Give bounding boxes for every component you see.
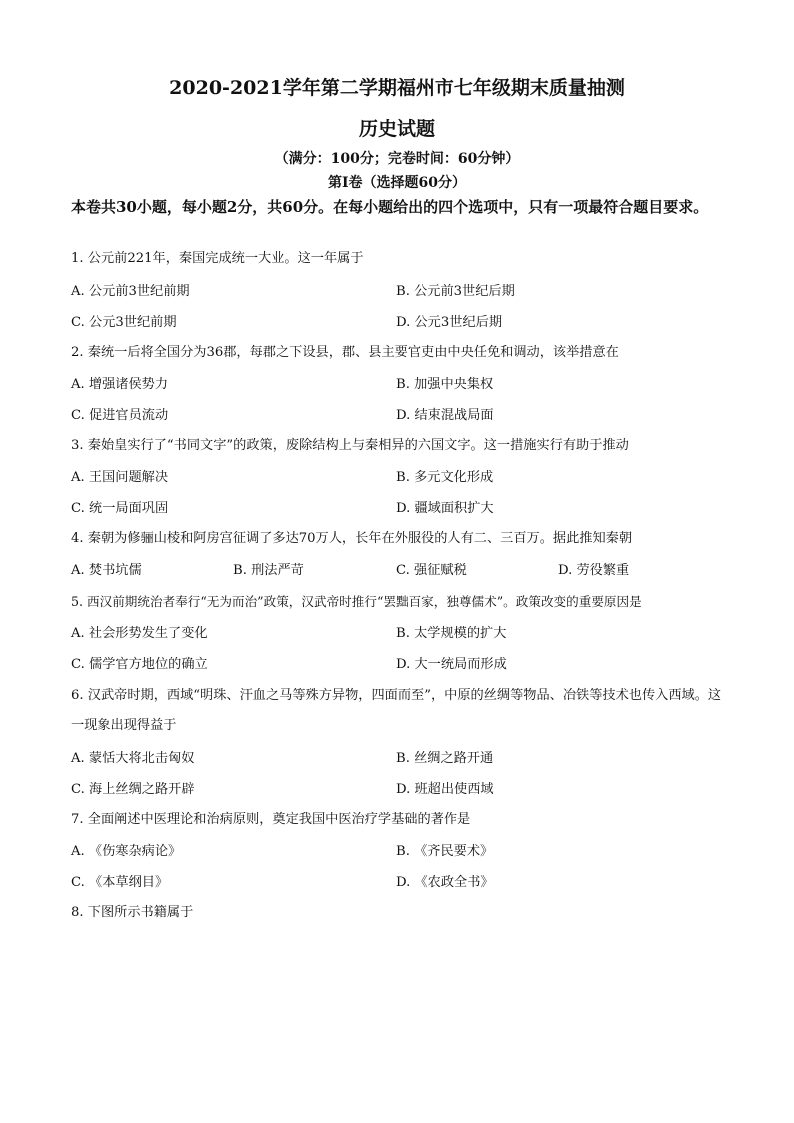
question-3-stem: 3. 秦始皇实行了“书同文字”的政策，废除结构上与秦相异的六国文字。这一措施实行有助于推动: [71, 438, 629, 453]
question-3-option-c: C. 统一局面巩固: [71, 501, 169, 516]
question-3-option-a: A. 王国问题解决: [71, 470, 169, 485]
question-4-option-b: B. 刑法严苛: [233, 563, 304, 578]
question-2-option-d: D. 结束混战局面: [396, 408, 494, 423]
question-3-option-d: D. 疆域面积扩大: [396, 501, 494, 516]
question-5-option-c: C. 儒学官方地位的确立: [71, 657, 208, 672]
question-4-option-d: D. 劳役繁重: [558, 563, 630, 578]
question-3-option-b: B. 多元文化形成: [396, 470, 494, 485]
exam-meta: （满分：100分；完卷时间：60分钟）: [274, 151, 520, 167]
question-5-option-d: D. 大一统局而形成: [396, 657, 507, 672]
section-heading: 第Ⅰ卷（选择题60分）: [327, 175, 467, 191]
question-6-option-b: B. 丝绸之路开通: [396, 751, 494, 766]
question-7-option-b: B. 《齐民要术》: [396, 844, 494, 859]
question-6-option-c: C. 海上丝绸之路开辟: [71, 782, 195, 797]
question-1-option-c: C. 公元3世纪前期: [71, 315, 177, 330]
question-4-option-c: C. 强征赋税: [396, 563, 467, 578]
question-1-option-b: B. 公元前3世纪后期: [396, 284, 515, 299]
question-1-option-a: A. 公元前3世纪前期: [71, 284, 190, 299]
question-7-option-a: A. 《伤寒杂病论》: [71, 844, 182, 859]
question-6-option-a: A. 蒙恬大将北击匈奴: [71, 751, 195, 766]
question-7-stem: 7. 全面阐述中医理论和治病原则，奠定我国中医治疗学基础的著作是: [71, 812, 471, 827]
exam-subject: 历史试题: [358, 118, 435, 140]
question-1-option-d: D. 公元3世纪后期: [396, 315, 503, 330]
question-2-option-b: B. 加强中央集权: [396, 377, 494, 392]
question-5-stem: 5. 西汉前期统治者奉行“无为而治”政策，汉武帝时推行“罢黜百家，独尊儒术”。政策改变的重要原因是: [71, 594, 642, 609]
question-4-stem: 4. 秦朝为修骊山棱和阿房宫征调了多达70万人，长年在外服役的人有二、三百万。据此推知秦朝: [71, 531, 633, 546]
exam-title: 2020-2021学年第二学期福州市七年级期末质量抽测: [169, 77, 625, 99]
question-7-option-c: C. 《本草纲目》: [71, 875, 169, 890]
question-5-option-b: B. 太学规模的扩大: [396, 626, 507, 641]
question-2-option-a: A. 增强诸侯势力: [71, 377, 169, 392]
question-6-option-d: D. 班超出使西域: [396, 782, 494, 797]
question-7-option-d: D. 《农政全书》: [396, 875, 494, 890]
instructions: 本卷共30小题，每小题2分，共60分。在每小题给出的四个选项中，只有一项最符合题目要求。: [71, 198, 709, 216]
question-4-option-a: A. 焚书坑儒: [71, 563, 142, 578]
question-8-stem: 8. 下图所示书籍属于: [71, 905, 194, 920]
question-5-option-a: A. 社会形势发生了变化: [71, 626, 208, 641]
question-2-option-c: C. 促进官员流动: [71, 408, 169, 423]
question-6-stem: 6. 汉武帝时期，西域“明珠、汗血之马等殊方异物，四面而至”，中原的丝绸等物品、冶铁等技术也传入西域。这一现象出现得益于: [71, 688, 722, 733]
question-2-stem: 2. 秦统一后将全国分为36郡，每郡之下设县，郡、县主要官吏由中央任免和调动，该举措意在: [71, 345, 619, 360]
question-1-stem: 1. 公元前221年，秦国完成统一大业。这一年属于: [71, 251, 364, 266]
